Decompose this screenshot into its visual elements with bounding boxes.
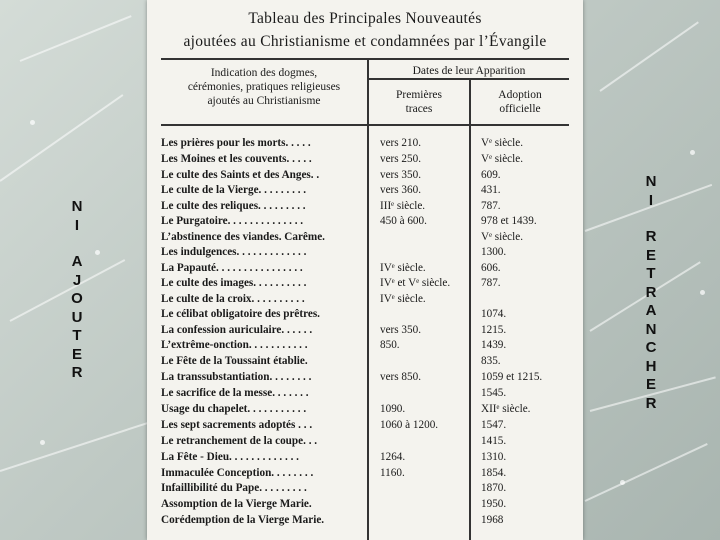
row-name: Le Purgatoire. . . . . . . . . . . . . . bbox=[161, 215, 304, 227]
table-row bbox=[161, 339, 581, 355]
row-first-trace: vers 250. bbox=[380, 153, 422, 165]
row-adoption: Vᵉ siècle. bbox=[481, 137, 524, 149]
header-adopt-line: Adoption bbox=[498, 89, 542, 101]
row-name: Le sacrifice de la messe. . . . . . . bbox=[161, 387, 309, 399]
row-name: Les sept sacrements adoptés . . . bbox=[161, 419, 313, 431]
row-name: Le culte des reliques. . . . . . . . . bbox=[161, 200, 306, 212]
header-dates: Dates de leur Apparition bbox=[412, 65, 526, 77]
row-name: Infaillibilité du Pape. . . . . . . . . bbox=[161, 482, 307, 494]
row-first-trace: 850. bbox=[380, 339, 400, 351]
row-name: La Papauté. . . . . . . . . . . . . . . . bbox=[161, 262, 303, 274]
table-row bbox=[161, 262, 581, 278]
side-letter: J bbox=[72, 271, 82, 289]
table-row bbox=[161, 215, 581, 231]
side-label-right bbox=[640, 173, 662, 413]
row-name: La Fête - Dieu. . . . . . . . . . . . . bbox=[161, 451, 299, 463]
row-name: Les prières pour les morts. . . . . bbox=[161, 137, 311, 149]
row-name: Immaculée Conception. . . . . . . . bbox=[161, 467, 314, 479]
row-name: Le célibat obligatoire des prêtres. bbox=[161, 308, 320, 320]
row-name: Le culte de la croix. . . . . . . . . . bbox=[161, 293, 305, 305]
header-first-line: Premières bbox=[396, 89, 442, 101]
row-first-trace: 1264. bbox=[380, 451, 406, 463]
row-first-trace: vers 210. bbox=[380, 137, 422, 149]
table-row bbox=[161, 498, 581, 514]
row-name: Corédemption de la Vierge Marie. bbox=[161, 514, 325, 526]
row-first-trace: 1060 à 1200. bbox=[380, 419, 439, 431]
table-row bbox=[161, 293, 581, 309]
row-name: Le culte des images. . . . . . . . . . bbox=[161, 277, 307, 289]
row-first-trace: vers 850. bbox=[380, 371, 422, 383]
row-first-trace: IVᵉ et Vᵉ siècle. bbox=[380, 277, 451, 289]
side-letter: E bbox=[71, 345, 82, 363]
row-adoption: 1547. bbox=[481, 419, 507, 431]
table-row bbox=[161, 514, 581, 530]
table-row bbox=[161, 200, 581, 216]
row-adoption: Vᵉ siècle. bbox=[481, 231, 524, 243]
header-left-line: Indication des dogmes, bbox=[210, 67, 318, 79]
row-name: Le culte de la Vierge. . . . . . . . . bbox=[161, 184, 307, 196]
side-letter: C bbox=[645, 339, 657, 356]
side-letter: A bbox=[71, 253, 83, 270]
row-adoption: 1300. bbox=[481, 246, 507, 258]
row-first-trace: vers 360. bbox=[380, 184, 422, 196]
table-row bbox=[161, 403, 581, 419]
table-row bbox=[161, 308, 581, 324]
side-letter: N bbox=[645, 320, 657, 338]
row-adoption: 1854. bbox=[481, 467, 507, 479]
row-name: Assomption de la Vierge Marie. bbox=[161, 498, 312, 510]
row-adoption: 609. bbox=[481, 169, 501, 181]
side-letter: N bbox=[645, 173, 657, 190]
header-bottom-rule bbox=[161, 124, 569, 126]
scanned-table-document bbox=[147, 0, 583, 540]
row-adoption: 1545. bbox=[481, 387, 507, 399]
row-first-trace: 1160. bbox=[380, 467, 405, 479]
row-first-trace: IVᵉ siècle. bbox=[380, 262, 426, 274]
side-letter: E bbox=[645, 246, 656, 264]
table-row bbox=[161, 371, 581, 387]
row-name: Le culte des Saints et des Anges. . bbox=[161, 169, 320, 181]
side-letter: R bbox=[645, 228, 657, 245]
table-row bbox=[161, 153, 581, 169]
side-letter: R bbox=[645, 283, 657, 301]
row-adoption: 787. bbox=[481, 277, 501, 289]
row-adoption: 978 et 1439. bbox=[481, 215, 537, 227]
side-label-left bbox=[66, 198, 88, 383]
row-adoption: 1215. bbox=[481, 324, 507, 336]
header-first-line: traces bbox=[405, 103, 433, 115]
row-adoption: 835. bbox=[481, 355, 501, 367]
table-row bbox=[161, 277, 581, 293]
header-first-traces bbox=[369, 88, 469, 116]
header-left-cell bbox=[161, 66, 367, 108]
table-row bbox=[161, 324, 581, 340]
side-letter: A bbox=[645, 302, 657, 319]
row-adoption: Vᵉ siècle. bbox=[481, 153, 524, 165]
side-letter: H bbox=[645, 357, 657, 375]
row-first-trace: IIIᵉ siècle. bbox=[380, 200, 426, 212]
side-letter: O bbox=[71, 290, 83, 307]
header-left-line: cérémonies, pratiques religieuses bbox=[187, 81, 341, 93]
row-first-trace: 450 à 600. bbox=[380, 215, 427, 227]
table-row bbox=[161, 184, 581, 200]
table-row bbox=[161, 137, 581, 153]
row-name: Usage du chapelet. . . . . . . . . . . bbox=[161, 403, 307, 415]
table-row bbox=[161, 419, 581, 435]
row-adoption: 1950. bbox=[481, 498, 507, 510]
row-name: La confession auriculaire. . . . . . bbox=[161, 324, 313, 336]
table-row bbox=[161, 169, 581, 185]
table-row bbox=[161, 435, 581, 451]
row-adoption: 787. bbox=[481, 200, 501, 212]
row-name: L’extrême-onction. . . . . . . . . . . bbox=[161, 339, 308, 351]
row-adoption: 1310. bbox=[481, 451, 507, 463]
table-row bbox=[161, 467, 581, 483]
side-letter: T bbox=[72, 327, 82, 344]
row-name: Le Fête de la Toussaint établie. bbox=[161, 355, 308, 367]
table-top-rule bbox=[161, 58, 569, 60]
document-title-line-1: Tableau des Principales Nouveautés bbox=[248, 10, 482, 27]
side-letter: U bbox=[71, 308, 83, 326]
row-name: Le retranchement de la coupe. . . bbox=[161, 435, 318, 447]
table-row bbox=[161, 355, 581, 371]
table-row bbox=[161, 246, 581, 262]
row-name: Les indulgences. . . . . . . . . . . . . bbox=[161, 246, 307, 258]
header-adopt-line: officielle bbox=[499, 103, 541, 115]
document-title-line-2: ajoutées au Christianisme et condamnées par l’Évangile bbox=[183, 33, 547, 50]
row-first-trace: IVᵉ siècle. bbox=[380, 293, 426, 305]
side-letter: E bbox=[645, 376, 656, 393]
row-adoption: 1439. bbox=[481, 339, 507, 351]
table-row bbox=[161, 231, 581, 247]
row-first-trace: vers 350. bbox=[380, 324, 422, 336]
side-letter: R bbox=[645, 394, 657, 412]
side-letter: T bbox=[646, 265, 656, 282]
row-name: Les Moines et les couvents. . . . . bbox=[161, 153, 312, 165]
row-adoption: 1870. bbox=[481, 482, 507, 494]
header-left-line: ajoutés au Christianisme bbox=[207, 95, 321, 107]
table-row bbox=[161, 451, 581, 467]
row-adoption: 1074. bbox=[481, 308, 507, 320]
header-dates-rule bbox=[367, 78, 569, 80]
side-letter: R bbox=[71, 364, 83, 381]
table-row bbox=[161, 482, 581, 498]
table-row bbox=[161, 387, 581, 403]
header-adoption bbox=[471, 88, 569, 116]
row-name: La transsubstantiation. . . . . . . . bbox=[161, 371, 312, 383]
row-adoption: 431. bbox=[481, 184, 501, 196]
row-adoption: 1968 bbox=[481, 514, 504, 526]
row-adoption: 1059 et 1215. bbox=[481, 371, 543, 383]
side-letter: I bbox=[74, 216, 80, 234]
row-first-trace: 1090. bbox=[380, 403, 406, 415]
row-adoption: 606. bbox=[481, 262, 501, 274]
row-first-trace: vers 350. bbox=[380, 169, 422, 181]
row-name: L’abstinence des viandes. Carême. bbox=[161, 231, 325, 243]
side-letter: I bbox=[648, 191, 654, 209]
row-adoption: XIIᵉ siècle. bbox=[481, 403, 531, 415]
row-adoption: 1415. bbox=[481, 435, 507, 447]
side-letter: N bbox=[71, 198, 83, 215]
